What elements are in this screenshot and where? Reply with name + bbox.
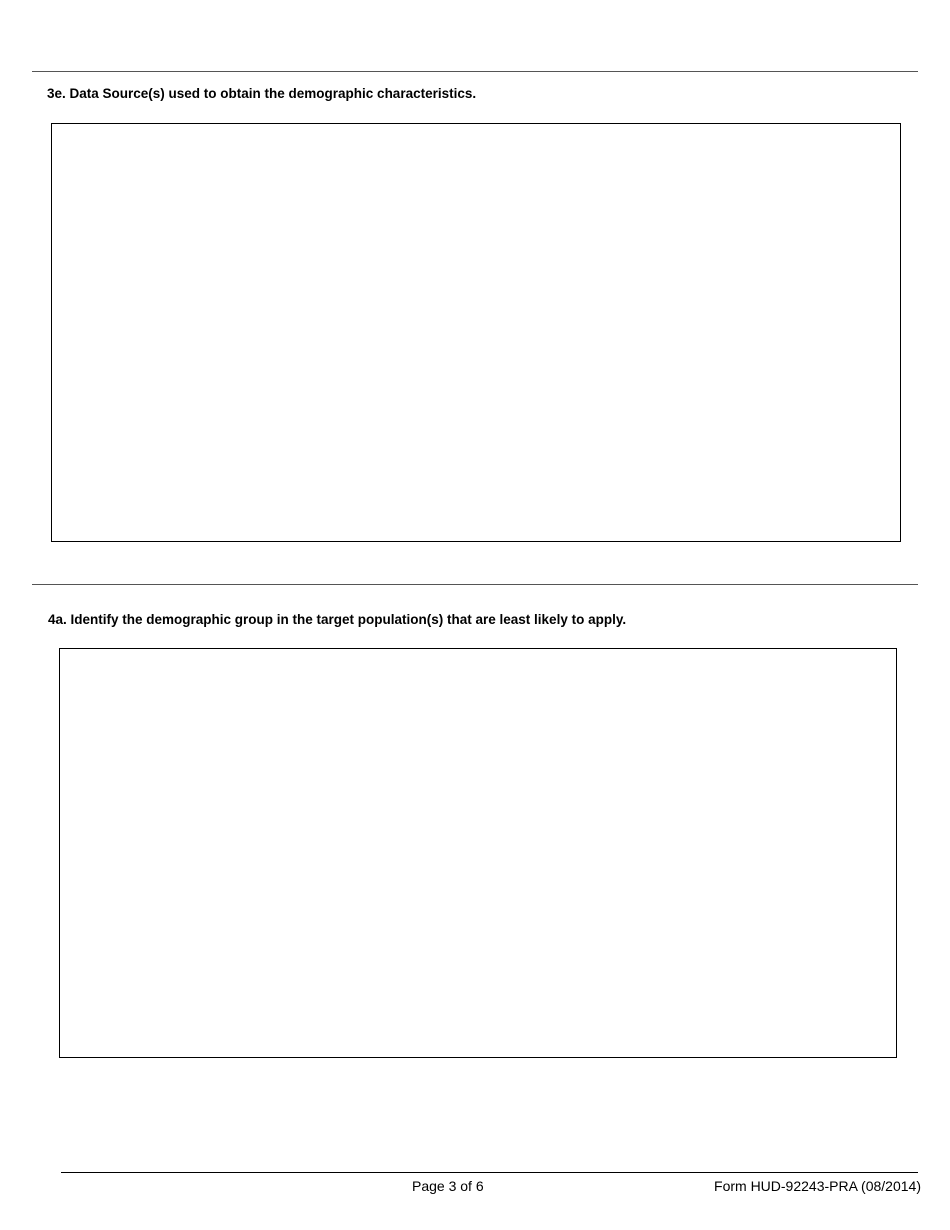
footer-rule <box>61 1172 918 1173</box>
question-4a-label: 4a. Identify the demographic group in the target population(s) that are least likely to apply. <box>48 612 627 627</box>
question-3e-label: 3e. Data Source(s) used to obtain the demographic characteristics. <box>47 86 477 101</box>
page-number: Page 3 of 6 <box>412 1178 484 1194</box>
question-3e-answer-field[interactable] <box>51 123 901 542</box>
question-4a-answer-field[interactable] <box>59 648 897 1058</box>
top-divider <box>32 71 918 72</box>
section-divider <box>32 584 918 585</box>
form-identifier: Form HUD-92243-PRA (08/2014) <box>714 1178 921 1194</box>
